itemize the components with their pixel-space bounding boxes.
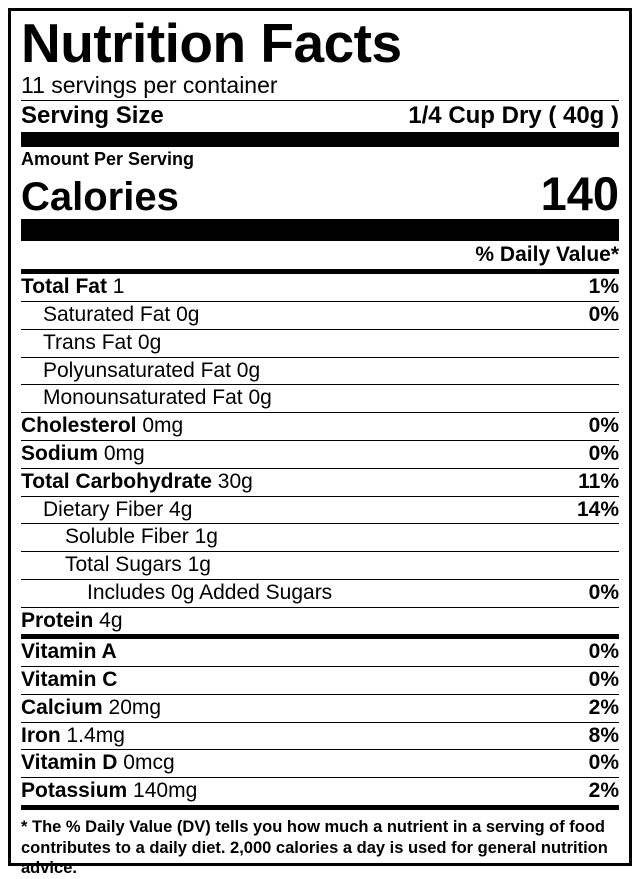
nutrient-label: Total Carbohydrate <box>21 469 212 493</box>
nutrition-facts-label <box>8 8 632 878</box>
nutrient-amount: 0mg <box>136 414 184 438</box>
nutrient-label: Saturated Fat <box>43 303 171 327</box>
nutrient-name <box>21 498 192 523</box>
nutrient-row <box>21 385 619 412</box>
nutrient-row <box>21 667 619 694</box>
nutrient-name <box>21 668 117 693</box>
footnote: * The % Daily Value (DV) tells you how much a nutrient in a serving of food contributes to a daily diet. 2,000 calories a day is used for general nutrition advice. <box>21 817 608 878</box>
nutrient-amount: 0g <box>242 386 272 410</box>
amount-per-serving-label: Amount Per Serving <box>21 149 195 170</box>
nutrient-label: Vitamin A <box>21 640 117 664</box>
nutrient-name <box>21 581 332 606</box>
nutrient-name <box>21 275 124 300</box>
nutrients-list <box>21 274 619 634</box>
nutrient-row <box>21 778 619 805</box>
nutrient-name <box>21 779 197 804</box>
vitamins-list <box>21 639 619 805</box>
nutrient-amount: 20mg <box>102 695 162 719</box>
serving-size-label: Serving Size <box>21 102 164 130</box>
nutrient-label: Cholesterol <box>21 414 137 438</box>
calories-value: 140 <box>540 167 619 221</box>
nutrient-amount: 1 <box>106 275 125 299</box>
nutrient-name <box>21 331 161 356</box>
nutrient-daily-value: 8% <box>588 723 619 747</box>
nutrient-row <box>21 413 619 440</box>
nutrient-daily-value: 0% <box>588 751 619 775</box>
nutrient-amount: 4g <box>93 608 123 632</box>
nutrient-row <box>21 750 619 777</box>
nutrient-row <box>21 723 619 750</box>
nutrient-label: Trans Fat <box>43 330 133 354</box>
nutrient-name <box>21 640 117 665</box>
divider-thick-1 <box>21 132 619 147</box>
nutrient-row <box>21 274 619 301</box>
nutrient-amount: 0mg <box>98 441 145 465</box>
nutrient-amount: 0mcg <box>117 751 175 775</box>
nutrient-label: Dietary Fiber <box>43 497 164 521</box>
nutrient-amount: 4g <box>163 497 193 521</box>
nutrient-name <box>21 751 175 776</box>
calories-label: Calories <box>21 175 179 220</box>
nutrient-daily-value: 0% <box>588 668 619 692</box>
nutrient-label: Vitamin C <box>21 668 118 692</box>
nutrient-label: Total Fat <box>21 275 107 299</box>
nutrient-name <box>21 386 272 411</box>
nutrient-row <box>21 302 619 329</box>
nutrient-name <box>21 414 183 439</box>
nutrient-row <box>21 608 619 635</box>
nutrient-name <box>21 359 260 384</box>
daily-value-header: % Daily Value* <box>475 243 619 267</box>
nutrient-name <box>21 609 123 634</box>
nutrient-amount: 30g <box>211 469 253 493</box>
nutrient-daily-value: 1% <box>588 275 619 299</box>
nutrient-row <box>21 524 619 551</box>
nutrient-name <box>21 442 145 467</box>
nutrient-amount: 0g <box>132 330 162 354</box>
nutrient-daily-value: 0% <box>588 414 619 438</box>
page-title: Nutrition Facts <box>21 12 402 74</box>
nutrient-label: Soluble Fiber <box>65 525 189 549</box>
nutrient-label: Iron <box>21 723 61 747</box>
nutrient-row <box>21 441 619 468</box>
nutrient-amount: 1.4mg <box>60 723 125 747</box>
nutrient-name <box>21 696 161 721</box>
nutrient-label: Total Sugars <box>65 553 182 577</box>
nutrient-daily-value: 0% <box>588 640 619 664</box>
nutrient-name <box>21 553 211 578</box>
calories-row <box>21 167 619 221</box>
nutrient-daily-value: 11% <box>578 469 619 493</box>
nutrient-amount: 1g <box>181 553 211 577</box>
nutrient-daily-value: 0% <box>588 441 619 465</box>
divider-black-band <box>21 219 619 241</box>
nutrient-amount: 0g <box>170 303 200 327</box>
servings-per-container: 11 servings per container <box>21 72 278 99</box>
nutrient-daily-value: 2% <box>588 695 619 719</box>
nutrient-amount: 1g <box>188 525 218 549</box>
nutrient-row <box>21 639 619 666</box>
nutrient-label: Vitamin D <box>21 751 118 775</box>
nutrient-name <box>21 525 218 550</box>
nutrient-daily-value: 0% <box>588 580 619 604</box>
nutrient-row <box>21 497 619 524</box>
nutrient-label: Potassium <box>21 779 128 803</box>
nutrient-amount: 140mg <box>127 779 198 803</box>
nutrient-row <box>21 469 619 496</box>
nutrient-row <box>21 358 619 385</box>
nutrient-amount: 0g <box>230 358 261 382</box>
nutrient-daily-value: 0% <box>588 303 619 327</box>
nutrient-label: Sodium <box>21 441 98 465</box>
nutrient-daily-value: 14% <box>576 497 619 521</box>
nutrient-label: Monounsaturated Fat <box>43 386 243 410</box>
nutrient-label: Calcium <box>21 695 103 719</box>
nutrient-label: Includes 0g Added Sugars <box>87 580 333 604</box>
nutrient-name <box>21 724 125 749</box>
serving-size-row <box>21 101 619 132</box>
nutrient-row <box>21 580 619 607</box>
nutrient-name <box>21 470 253 495</box>
nutrient-name <box>21 303 199 328</box>
nutrient-row <box>21 695 619 722</box>
nutrient-row <box>21 552 619 579</box>
nutrient-label: Polyunsaturated Fat <box>43 358 231 382</box>
serving-size-value: 1/4 Cup Dry ( 40g ) <box>408 102 619 130</box>
nutrient-daily-value: 2% <box>588 779 619 803</box>
nutrient-label: Protein <box>21 608 94 632</box>
nutrient-row <box>21 330 619 357</box>
